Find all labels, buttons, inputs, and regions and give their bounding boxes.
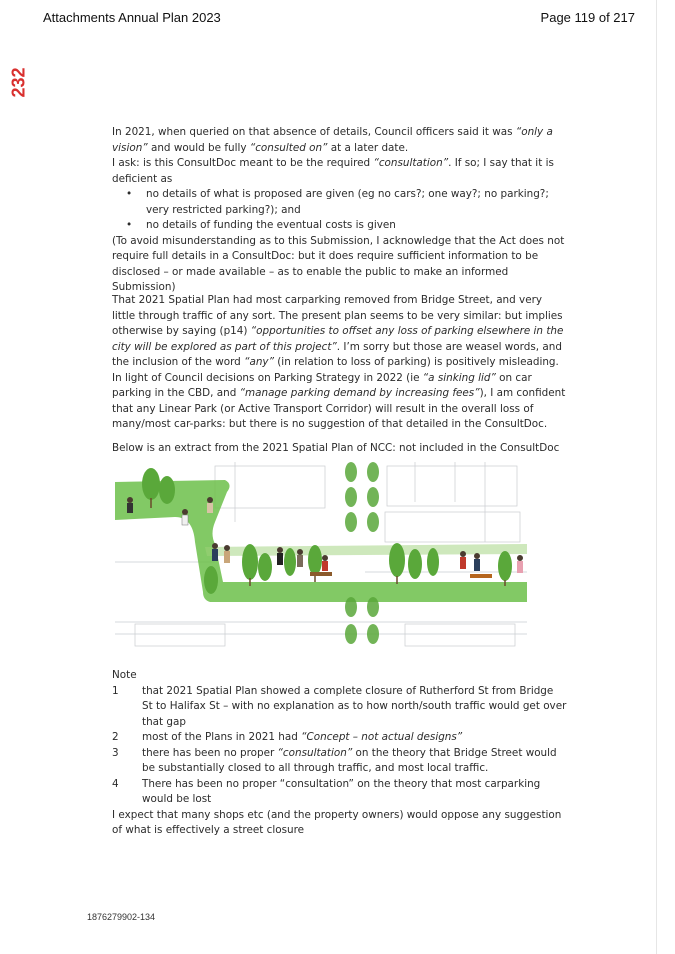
- bullet-item: • no details of funding the eventual costs is given: [126, 219, 396, 231]
- paragraph-carparking: That 2021 Spatial Plan had most carparking removed from Bridge Street, and very little through traffic of any sort. The present plan seems to be very similar: but implies otherwise by saying (p14) “opportunities to offset any loss of parking elsewhere in the city will be explored as part of this project”. I’m sorry but those are weasel words, and the inclusion of the word “any” (in relation to loss of parking) is positively misleading. In light of Council decisions on Parking Strategy in 2022 (ie “a sinking lid” on car parking in the CBD, and “manage parking demand by increasing fees”), I am confident that any Linear Park (or Active Transport Corridor) will result in the overall loss of many/most car-parks: but there is no suggestion of that detailed in the ConsultDoc.: [112, 294, 566, 430]
- figure-caption: Below is an extract from the 2021 Spatial Plan of NCC: not included in the ConsultDoc: [112, 442, 560, 454]
- bullet-item: • no details of what is proposed are given (eg no cars?; one way?; no parking?; very restricted parking?); and: [126, 188, 549, 216]
- side-page-number: 232: [8, 67, 29, 98]
- note-item-2: 2 most of the Plans in 2021 had “Concept – not actual designs”: [112, 731, 463, 743]
- spatial-plan-illustration: [115, 462, 527, 652]
- note-item-1: 1 that 2021 Spatial Plan showed a complete closure of Rutherford St from Bridge St to Halifax St – with no explanation as to how north/south traffic would get over that gap: [112, 684, 567, 728]
- sentence-vision: In 2021, when queried on that absence of details, Council officers said it was “only a vision” and would be fully “consulted on” at a later date.: [112, 126, 553, 154]
- note-item-4: 4 There has been no proper “consultation” on the theory that most carparking would be lost: [112, 777, 541, 805]
- notes-section: [112, 668, 567, 839]
- note-item-3: 3 there has been no proper “consultation” on the theory that Bridge Street would be substantially closed to all through traffic, and most local traffic.: [112, 746, 557, 774]
- document-title: Attachments Annual Plan 2023: [43, 10, 221, 25]
- page-edge-rule: [656, 0, 657, 954]
- notes-closing: I expect that many shops etc (and the property owners) would oppose any suggestion of what is effectively a street closure: [112, 808, 562, 836]
- sentence-disclaimer: (To avoid misunderstanding as to this Submission, I acknowledge that the Act does not require full details in a ConsultDoc: but it does require sufficient information to be disclosed – or made available – as to enable the public to make an informed Submission): [112, 234, 565, 293]
- page-number: Page 119 of 217: [540, 10, 635, 25]
- notes-title: Note: [112, 669, 137, 681]
- sentence-ask: I ask: is this ConsultDoc meant to be the required “consultation”. If so; I say that it is deficient as: [112, 157, 554, 185]
- document-id: 1876279902-134: [87, 912, 156, 922]
- paragraph-consultation: [112, 125, 567, 296]
